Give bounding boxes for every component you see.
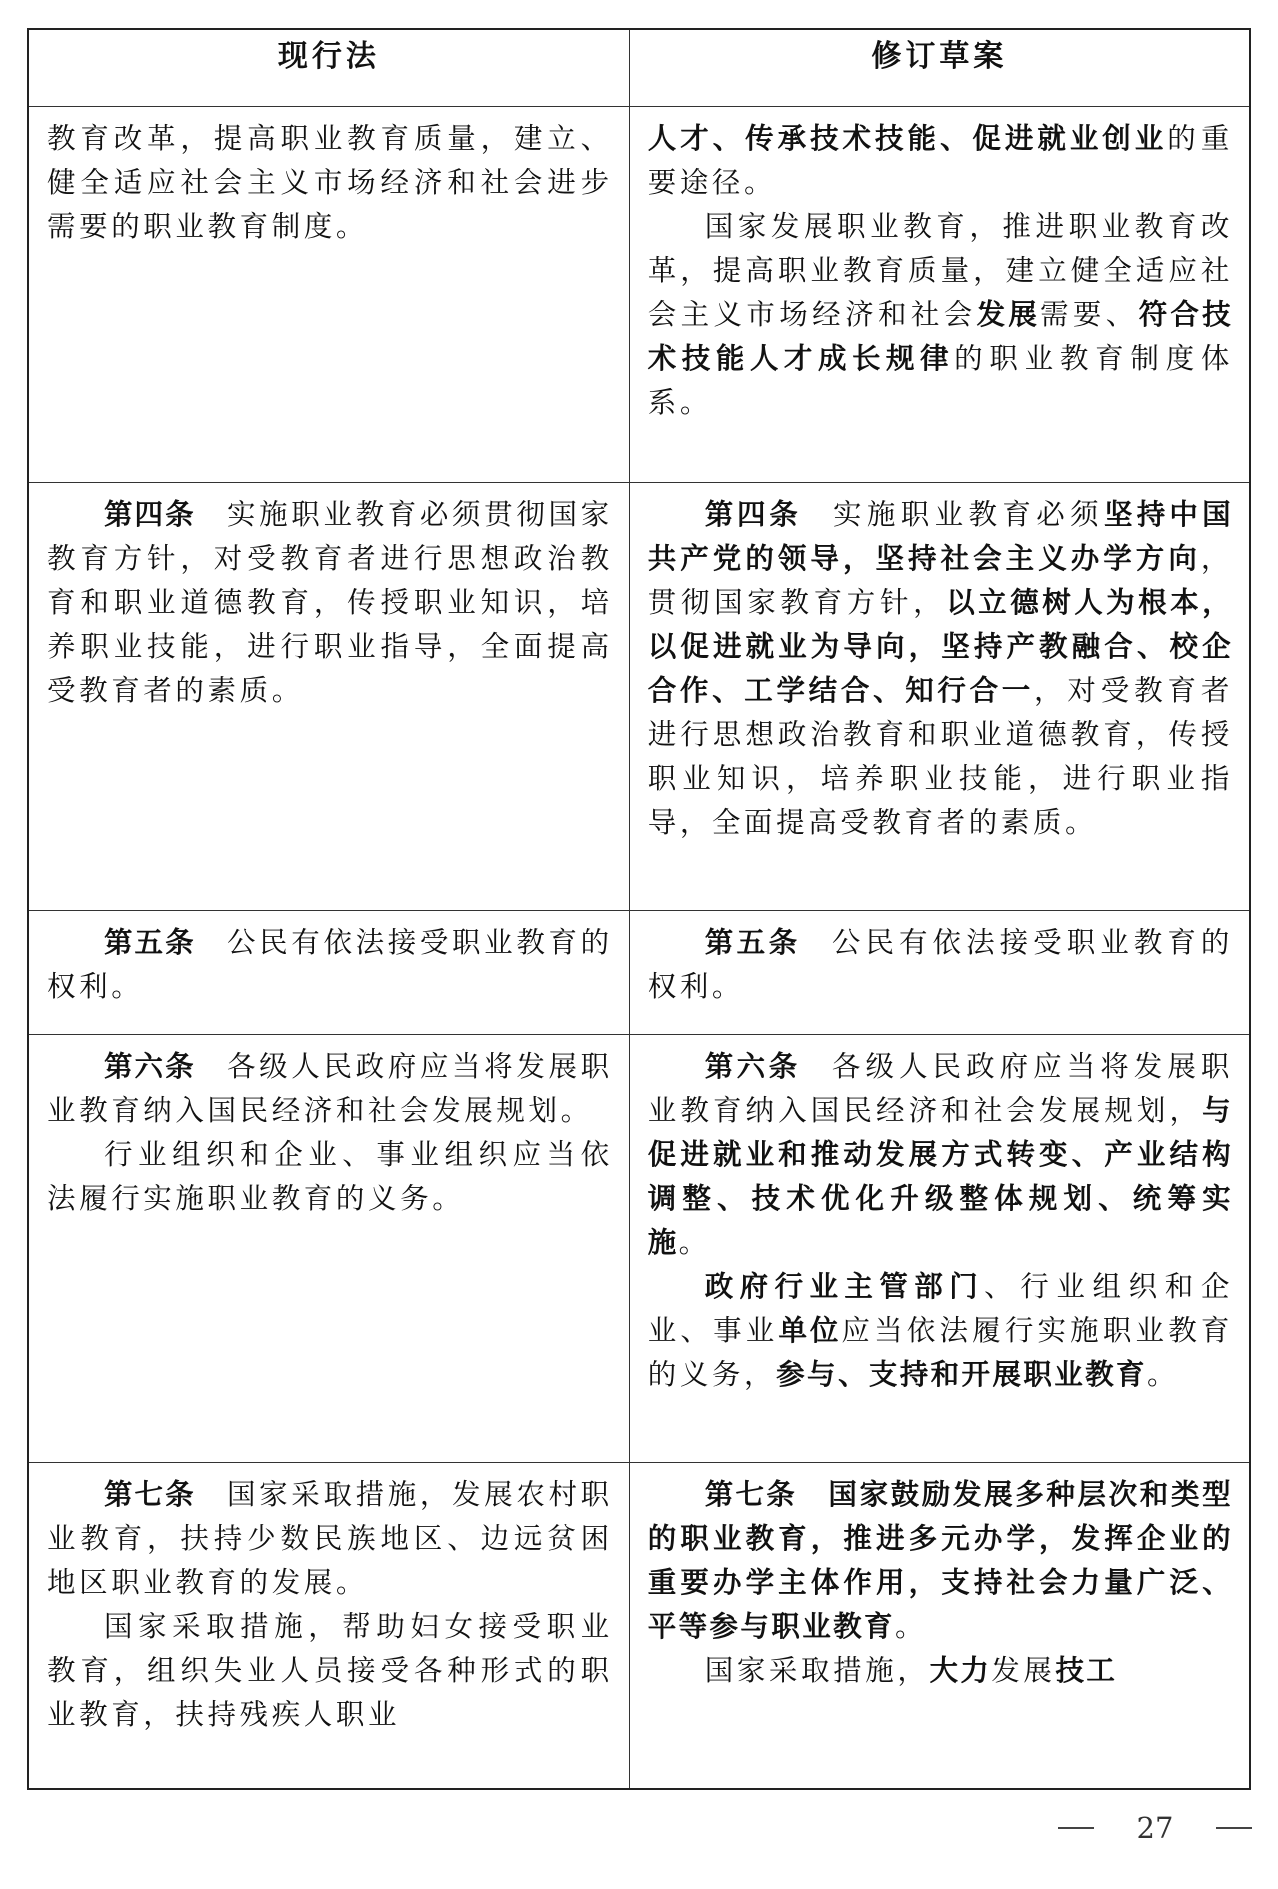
cell-paragraph — [47, 1605, 613, 1737]
cell-paragraph — [47, 493, 613, 713]
comparison-table-frame — [27, 28, 1251, 1790]
cell-paragraph — [648, 1473, 1233, 1649]
table-row — [29, 910, 1249, 1035]
footer-dash-right — [1216, 1827, 1252, 1829]
cell-paragraph — [648, 1649, 1233, 1693]
current-law-cell — [29, 1462, 629, 1788]
text-segment: 发展 — [991, 1653, 1056, 1687]
text-segment: 各级人民政府应当将发展职业教育纳入国民经济和社会发展规划。 — [47, 1050, 613, 1128]
law-comparison-table — [29, 30, 1249, 1788]
amended-text: 政府行业主管部门 — [704, 1270, 985, 1304]
article-number: 第七条 — [104, 1477, 196, 1511]
cell-paragraph — [648, 205, 1233, 425]
cell-paragraph — [47, 1133, 613, 1221]
amended-text: 大力 — [929, 1653, 992, 1687]
amended-text: 参与、支持和开展职业教育 — [776, 1358, 1147, 1392]
text-segment: 。 — [678, 1226, 711, 1260]
amended-text: 符合技术技能人才成长规律 — [647, 297, 1233, 375]
article-number: 第七条 — [704, 1477, 797, 1511]
text-segment: 各级人民政府应当将发展职业教育纳入国民经济和社会发展规划， — [647, 1050, 1233, 1128]
current-law-column-header: 现行法 — [29, 30, 629, 106]
text-segment: 实施职业教育必须 — [832, 498, 1105, 532]
cell-paragraph — [648, 1045, 1233, 1265]
article-number: 第六条 — [704, 1050, 801, 1084]
text-segment: ，对受教育者进行思想政治教育和职业道德教育，传授职业知识，培养职业技能，进行职业指导，全面提高受教育者的素质。 — [647, 674, 1233, 840]
table-header-row — [29, 30, 1249, 106]
amended-text: 国家鼓励发展多种层次和类型的职业教育，推进多元办学，发挥企业的重要办学主体作用，支持社会力量广泛、平等参与职业教育 — [647, 1477, 1233, 1643]
article-number: 第五条 — [704, 925, 801, 959]
amended-text: 以立德树人为根本，以促进就业为导向，坚持产教融合、校企合作、工学结合、知行合一 — [647, 586, 1233, 708]
cell-paragraph — [47, 1045, 613, 1133]
article-number: 第四条 — [104, 498, 196, 532]
current-law-cell — [29, 1035, 629, 1462]
text-segment: 的职业教育制度体系。 — [647, 341, 1233, 419]
cell-paragraph — [47, 117, 613, 249]
text-segment: 行业组织和企业、事业组织应当依法履行实施职业教育的义务。 — [47, 1138, 613, 1216]
article-number: 第六条 — [104, 1050, 196, 1084]
text-segment: 的重要途径。 — [647, 121, 1234, 199]
draft-cell — [629, 910, 1249, 1035]
draft-cell — [629, 1462, 1249, 1788]
draft-column-header: 修订草案 — [629, 30, 1249, 106]
text-segment: 实施职业教育必须贯彻国家教育方针，对受教育者进行思想政治教育和职业道德教育，传授职业知识，培养职业技能，进行职业指导，全面提高受教育者的素质。 — [47, 498, 613, 708]
text-segment: 公民有依法接受职业教育的权利。 — [647, 925, 1233, 1003]
text-segment: ，贯彻国家教育方针， — [647, 542, 1233, 620]
draft-cell — [629, 483, 1249, 910]
text-segment: 国家采取措施，帮助妇女接受职业教育，组织失业人员接受各种形式的职业教育，扶持残疾人职业 — [47, 1609, 613, 1731]
amended-text: 人才、传承技术技能、促进就业创业 — [647, 121, 1168, 155]
amended-text: 单位 — [778, 1314, 842, 1348]
text-segment: 国家发展职业教育，推进职业教育改革，提高职业教育质量，建立健全适应社会主义市场经济和社会 — [647, 209, 1233, 331]
text-segment: 。 — [1146, 1358, 1180, 1392]
text-segment: 国家采取措施， — [704, 1653, 930, 1687]
table-row — [29, 483, 1249, 910]
article-number: 第四条 — [704, 498, 802, 532]
footer-dash-left — [1058, 1827, 1094, 1829]
current-law-cell — [29, 483, 629, 910]
cell-paragraph — [47, 1473, 613, 1605]
text-segment: 。 — [894, 1609, 928, 1643]
cell-paragraph — [47, 921, 613, 1009]
current-law-cell — [29, 910, 629, 1035]
cell-paragraph — [648, 117, 1233, 205]
text-segment: 、行业组织和企业、事业 — [647, 1270, 1233, 1348]
cell-paragraph — [648, 1265, 1233, 1397]
amended-text: 坚持中国共产党的领导，坚持社会主义办学方向 — [647, 498, 1233, 576]
amended-text: 发展 — [976, 297, 1041, 331]
amended-text: 技工 — [1055, 1653, 1118, 1687]
text-segment: 应当依法履行实施职业教育的义务， — [647, 1314, 1233, 1392]
page-footer — [1058, 1808, 1252, 1848]
text-segment: 公民有依法接受职业教育的权利。 — [47, 925, 613, 1003]
table-row — [29, 106, 1249, 483]
cell-paragraph — [648, 921, 1233, 1009]
current-law-cell — [29, 106, 629, 483]
page-number: 27 — [1136, 1811, 1174, 1845]
text-segment: 国家采取措施，发展农村职业教育，扶持少数民族地区、边远贫困地区职业教育的发展。 — [47, 1477, 613, 1599]
table-row — [29, 1462, 1249, 1788]
text-segment: 需要、 — [1040, 297, 1139, 331]
table-row — [29, 1035, 1249, 1462]
cell-paragraph — [648, 493, 1233, 845]
text-segment: 教育改革，提高职业教育质量，建立、健全适应社会主义市场经济和社会进步需要的职业教育制度。 — [47, 121, 613, 243]
draft-cell — [629, 106, 1249, 483]
draft-cell — [629, 1035, 1249, 1462]
article-number: 第五条 — [104, 925, 196, 959]
amended-text: 与促进就业和推动发展方式转变、产业结构调整、技术优化升级整体规划、统筹实施 — [647, 1094, 1233, 1260]
